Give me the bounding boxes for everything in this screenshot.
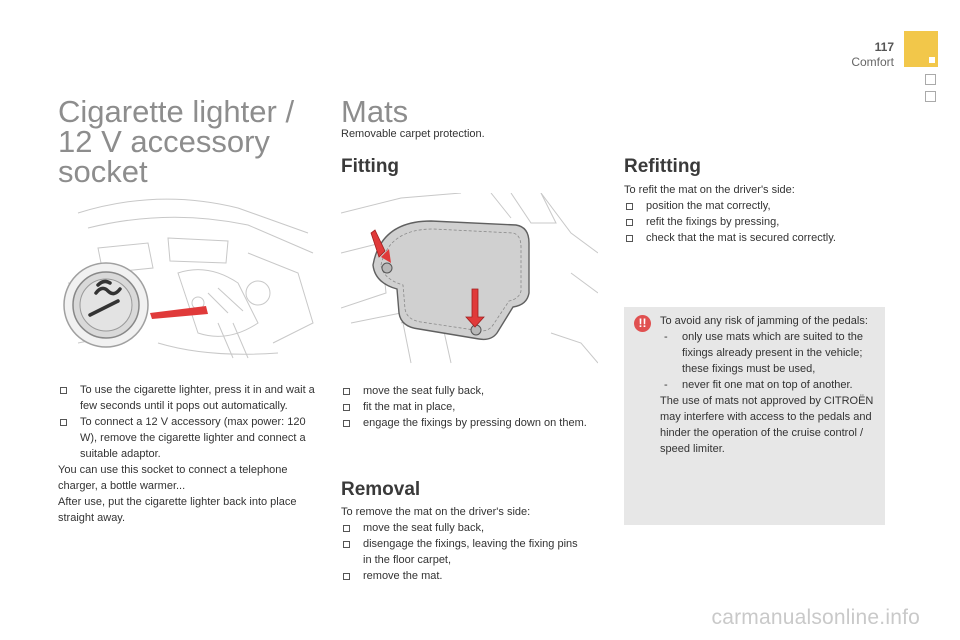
warning-item-2: - never fit one mat on top of another. [660, 377, 875, 393]
lighter-para-1: You can use this socket to connect a telephone charger, a bottle warmer... [58, 464, 288, 492]
section-tab [904, 31, 938, 67]
removal-heading: Removal [341, 479, 421, 500]
mats-subtitle: Removable carpet protection. [341, 128, 485, 140]
lighter-title-line3: socket [58, 154, 148, 189]
refitting-intro: To refit the mat on the driver's side: [624, 184, 795, 196]
refitting-step-1: position the mat correctly, [624, 198, 886, 214]
warning-item-1: - only use mats which are suited to the fixings already present in the vehicle; these fixings must be used, [660, 329, 875, 377]
mats-title: Mats [341, 94, 409, 129]
fitting-steps [341, 383, 589, 431]
lighter-illustration [58, 193, 318, 367]
refitting-heading: Refitting [624, 156, 702, 177]
exclamation-warning-icon: !! [634, 315, 651, 332]
warning-outro: The use of mats not approved by CITROËN may interfere with access to the pedals and hinder the operation of the cruise control / speed limiter. [660, 395, 874, 455]
refitting-step-2: refit the fixings by pressing, [624, 214, 886, 230]
nav-square-2 [925, 91, 936, 102]
removal-intro: To remove the mat on the driver's side: [341, 506, 531, 518]
removal-text [341, 504, 589, 584]
fitting-step-3: engage the fixings by pressing down on them. [341, 415, 589, 431]
lighter-para-2: After use, put the cigarette lighter back into place straight away. [58, 496, 297, 524]
warning-box [624, 307, 885, 525]
refitting-text [624, 182, 886, 246]
lighter-title [58, 94, 318, 189]
lighter-bullet-2: To connect a 12 V accessory (max power: 120 W), remove the cigarette lighter and connect a suitable adaptor. [58, 414, 320, 462]
warning-intro: To avoid any risk of jamming of the pedals: [660, 315, 868, 327]
lighter-bullet-1: To use the cigarette lighter, press it in and wait a few seconds until it pops out automatically. [58, 382, 320, 414]
removal-step-1: move the seat fully back, [341, 520, 589, 536]
refitting-step-3: check that the mat is secured correctly. [624, 230, 886, 246]
fitting-heading: Fitting [341, 156, 400, 177]
removal-step-3: remove the mat. [341, 568, 589, 584]
fitting-step-2: fit the mat in place, [341, 399, 589, 415]
removal-step-2: disengage the fixings, leaving the fixing pins in the floor carpet, [341, 536, 589, 568]
lighter-title-line1: Cigarette lighter / [58, 94, 295, 129]
lighter-title-line2: 12 V accessory [58, 124, 270, 159]
nav-square-1 [925, 74, 936, 85]
watermark: carmanualsonline.info [711, 606, 920, 629]
mat-illustration [341, 193, 598, 367]
page-number: 117 [874, 40, 894, 54]
lighter-text [58, 382, 320, 526]
section-label: Comfort [851, 55, 894, 69]
fitting-step-1: move the seat fully back, [341, 383, 589, 399]
